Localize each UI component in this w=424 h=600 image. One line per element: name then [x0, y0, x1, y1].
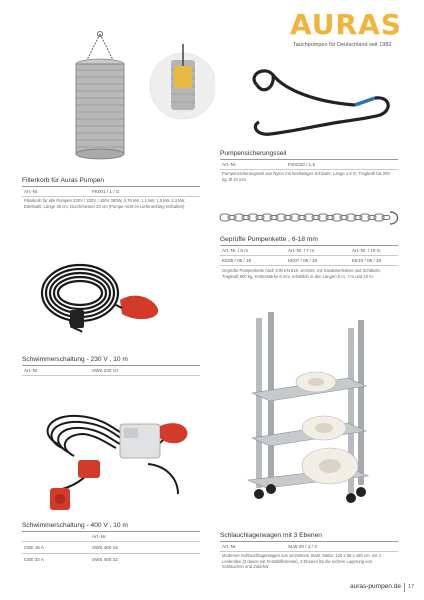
pumpenkette-description: Geprüfte Pumpenkette nach DIN EN 818, verzinkt, mit Karabinerhaken und Schäkeln, Tragkraft 500 kg, Kettenstärke 6 mm, erhältlich in den Längen 5 m, 7 m und 10 m. — [222, 268, 381, 279]
schwimmerschaltung-230v-rule — [22, 365, 200, 366]
schlauchlagerwagen-title: Schlauchlagerwagen mit 3 Ebenen — [220, 532, 322, 539]
table-row-label: CEE 16 A — [24, 545, 44, 550]
schwimmerschaltung-400v-rule-2 — [22, 541, 200, 542]
schlauchlagerwagen-art-value: SLW 00 / 3 / 3 — [288, 544, 317, 549]
schwimmerschaltung-400v-title: Schwimmerschaltung - 400 V , 10 m — [22, 522, 128, 529]
brand-tagline: Tauchpumpen für Deutschland seit 1982 — [293, 42, 392, 48]
brand-logo: AURAS — [290, 8, 402, 41]
filterkorb-description: Filterkorb für alle Pumpen 230V / 220V / 400V 350W, 0,75 kW, 1,1 kW, 1,5 kW, 2,2 kW, Edelstahl, Länge 35 cm, Durchmesser 20 cm (Pumpe nicht im Lieferumfang enthalten) — [24, 198, 186, 209]
pumpenkette-val-1: KE05 / 06 / 18 — [222, 258, 252, 263]
schwimmerschaltung-230v-art-label: Art.-Nr. — [24, 368, 39, 373]
schwimmerschaltung-400v-col-header: Art.-Nr. — [92, 534, 107, 539]
filterkorb-rule — [22, 186, 200, 187]
pumpenkette-val-2: KE07 / 06 / 18 — [288, 258, 318, 263]
schwimmerschaltung-230v-title: Schwimmerschaltung - 230 V , 10 m — [22, 356, 128, 363]
filterkorb-title: Filterkorb für Auras Pumpen — [22, 177, 105, 184]
pumpenkette-val-3: KE10 / 06 / 18 — [352, 258, 382, 263]
pumpenkette-image — [218, 208, 402, 228]
pumpensicherungsseil-rule-2 — [220, 169, 398, 170]
filterkorb-rule-2 — [22, 196, 200, 197]
pumpensicherungsseil-art-value: PSS010 / 1,5 — [288, 162, 316, 167]
pumpenkette-col-1: Art.-Nr. / 5 m — [222, 248, 249, 253]
schlauchlagerwagen-rule-2 — [220, 551, 398, 552]
schwimmerschaltung-230v-art-value: SWS 230 10 — [92, 368, 118, 373]
pumpensicherungsseil-art-label: Art.-Nr. — [222, 162, 237, 167]
footer-divider — [404, 583, 405, 592]
pumpenkette-title: Geprüfte Pumpenkette , 6-18 mm — [220, 236, 318, 243]
schlauchlagerwagen-description: Moderner Schlauchlagerwagen aus verzinktem Stahl, Maße: 120 x 55 x 180 cm, mit 4 Lenkrollen (2 davon mit Feststellbremse), 3 Ebenen für die sichere Lagerung von Schläuchen und Zubehör. — [222, 553, 381, 570]
footer-url[interactable]: auras-pumpen.de — [350, 583, 401, 590]
filterkorb-art-label: Art.-Nr. — [24, 189, 39, 194]
pumpensicherungsseil-rule — [220, 159, 398, 160]
schlauchlagerwagen-image — [238, 308, 378, 518]
pumpenkette-rule-2 — [220, 255, 398, 256]
pumpenkette-col-2: Art.-Nr. / 7 m — [288, 248, 315, 253]
pumpensicherungsseil-description: Pumpensicherungsseil aus Nylon mit beidseitiger Schlaufe, Länge 1,5 m, Tragkraft bis 200 kg, Ø 10 mm — [222, 171, 390, 182]
filterkorb-art-value: FK001 / 1 / G — [92, 189, 120, 194]
filterkorb-image — [40, 30, 215, 165]
schwimmerschaltung-400v-rule — [22, 531, 200, 532]
pumpensicherungsseil-title: Pumpensicherungsseil — [220, 150, 287, 157]
pumpenkette-rule — [220, 245, 398, 246]
schlauchlagerwagen-rule — [220, 541, 398, 542]
table-row-label: CEE 32 A — [24, 557, 44, 562]
schwimmerschaltung-400v-rule-3 — [22, 553, 200, 554]
schwimmerschaltung-400v-image — [28, 404, 198, 520]
pumpenkette-col-3: Art.-Nr. / 10 m — [352, 248, 381, 253]
page-number: 17 — [408, 584, 415, 590]
pumpensicherungsseil-image — [245, 60, 395, 140]
schwimmerschaltung-230v-image — [30, 248, 180, 348]
schlauchlagerwagen-art-label: Art.-Nr. — [222, 544, 237, 549]
schwimmerschaltung-230v-rule-2 — [22, 375, 200, 376]
pumpenkette-rule-3 — [220, 265, 398, 266]
table-row-value: SWS 400 32 — [92, 557, 118, 562]
table-row-value: SWS 400 16 — [92, 545, 118, 550]
